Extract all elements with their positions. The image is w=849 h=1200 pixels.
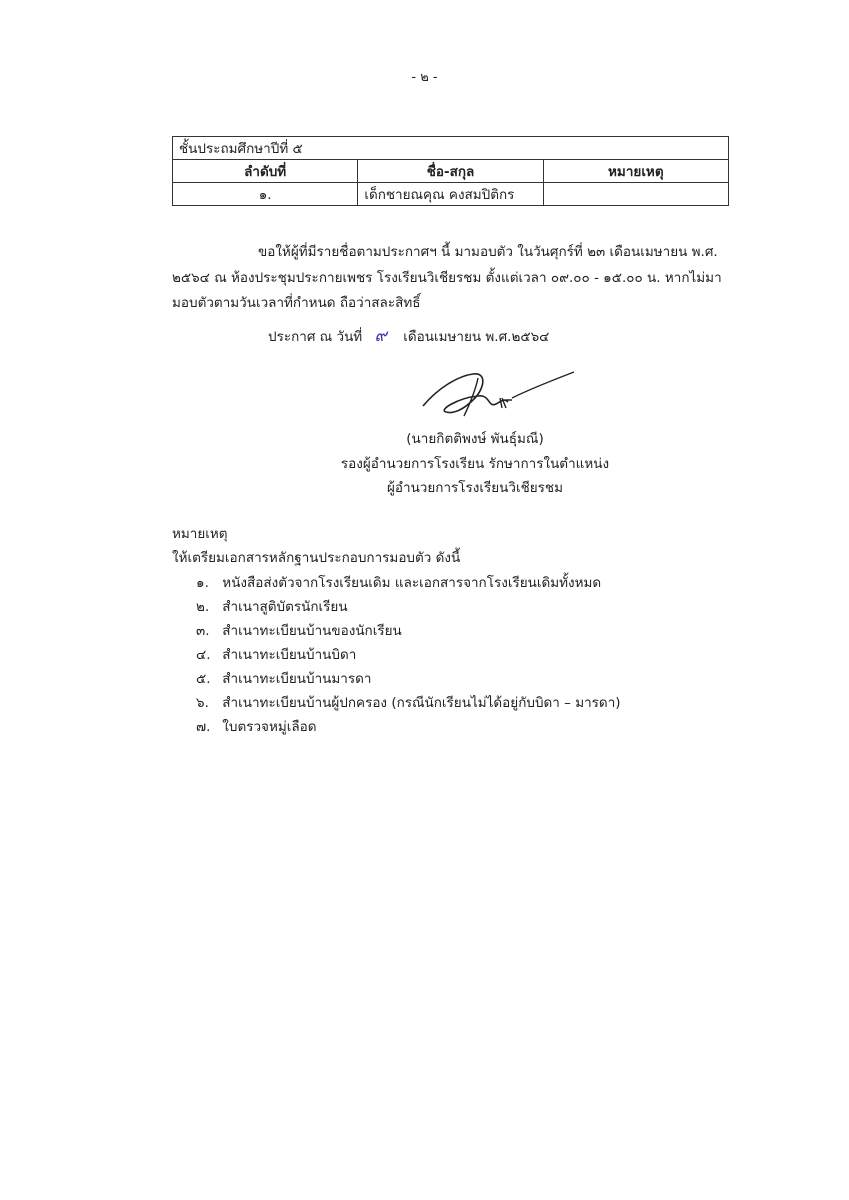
date-line <box>268 322 549 349</box>
announcement-line-3: มอบตัวตามวันเวลาที่กำหนด ถือว่าสละสิทธิ์ <box>172 295 421 311</box>
signatory-position-1: รองผู้อำนวยการโรงเรียน รักษาการในตำแหน่ง <box>340 456 610 472</box>
grade-title: ชั้นประถมศึกษาปีที่ ๕ <box>173 137 729 160</box>
notes-heading: หมายเหตุ <box>172 526 228 542</box>
row-no: ๑. <box>173 183 358 206</box>
date-suffix: เดือนเมษายน พ.ศ.๒๕๖๔ <box>403 329 550 345</box>
list-item: ๑. หนังสือส่งตัวจากโรงเรียนเดิม และเอกสารจากโรงเรียนเดิมทั้งหมด <box>196 575 602 591</box>
announcement-line-2: ๒๕๖๔ ณ ห้องประชุมประกายเพชร โรงเรียนวิเชียรชม ตั้งแต่เวลา ๐๙.๐๐ - ๑๕.๐๐ น. หากไม่มา <box>172 270 722 286</box>
row-remark <box>543 183 728 206</box>
header-remark: หมายเหตุ <box>543 160 728 183</box>
page-number: - ๒ - <box>411 70 438 85</box>
notes-intro: ให้เตรียมเอกสารหลักฐานประกอบการมอบตัว ดังนี้ <box>172 550 461 566</box>
signatory-position-2: ผู้อำนวยการโรงเรียนวิเชียรชม <box>386 480 563 496</box>
list-item: ๕. สำเนาทะเบียนบ้านมารดา <box>196 671 372 687</box>
list-item: ๖. สำเนาทะเบียนบ้านผู้ปกครอง (กรณีนักเรียนไม่ได้อยู่กับบิดา – มารดา) <box>196 695 621 711</box>
header-name: ชื่อ-สกุล <box>358 160 543 183</box>
list-item: ๓. สำเนาทะเบียนบ้านของนักเรียน <box>196 623 402 639</box>
student-table <box>172 136 729 206</box>
table-row <box>173 183 729 206</box>
list-item: ๔. สำเนาทะเบียนบ้านบิดา <box>196 647 357 663</box>
date-day: ๙ <box>374 326 387 346</box>
signatory-name: (นายกิตติพงษ์ พันธุ์มณี) <box>406 431 544 447</box>
date-prefix: ประกาศ ณ วันที่ <box>268 329 363 345</box>
announcement-line-1: ขอให้ผู้ที่มีรายชื่อตามประกาศฯ นี้ มามอบตัว ในวันศุกร์ที่ ๒๓ เดือนเมษายน พ.ศ. <box>258 244 718 260</box>
header-no: ลำดับที่ <box>173 160 358 183</box>
signature-image <box>418 368 578 418</box>
list-item: ๗. ใบตรวจหมู่เลือด <box>196 719 317 735</box>
row-name: เด็กชายณคุณ คงสมปิติกร <box>358 183 543 206</box>
list-item: ๒. สำเนาสูติบัตรนักเรียน <box>196 599 348 615</box>
